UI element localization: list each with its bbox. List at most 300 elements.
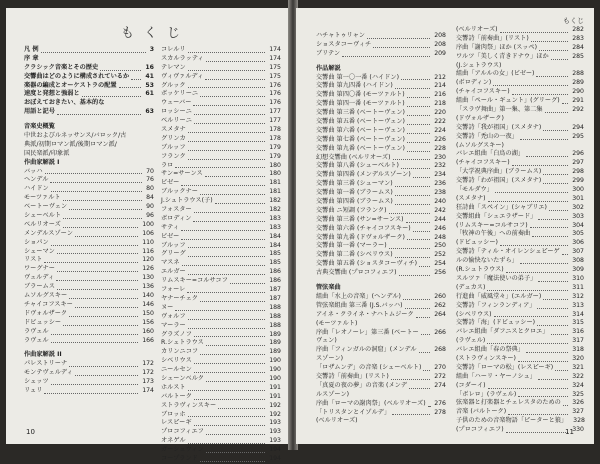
left-page (6, 8, 290, 462)
toc-entry (316, 391, 446, 400)
toc-entry-title: リュリ (24, 386, 43, 394)
toc-entry-page: 183 (269, 214, 281, 222)
toc-entry-title: 管弦楽曲 (316, 284, 341, 292)
toc-entry (24, 337, 154, 346)
leader-dots (205, 170, 265, 177)
toc-entry-page: 53 (145, 81, 154, 89)
leader-dots (395, 251, 431, 258)
leader-dots (488, 195, 569, 202)
toc-entry-title: 交響曲 第三番 (シューマン) (316, 180, 393, 188)
leader-dots (44, 256, 138, 263)
toc-entry (316, 311, 446, 320)
toc-entry (456, 337, 584, 346)
toc-entry (24, 194, 154, 203)
toc-entry-title: 交響曲 第五番 (ショスタコーヴィチ) (316, 260, 418, 268)
toc-entry (456, 159, 584, 168)
toc-entry (456, 248, 584, 257)
leader-dots (193, 99, 265, 106)
toc-entry (24, 150, 154, 159)
toc-entry (316, 207, 446, 216)
toc-entry-page: 160 (142, 327, 154, 335)
toc-entry-page: 176 (269, 99, 281, 107)
leader-dots (543, 177, 568, 184)
toc-entry-title: 用語と記号 (24, 108, 55, 116)
toc-entry-title: スゾーン) (316, 355, 344, 363)
toc-entry-title: ショパン (24, 238, 49, 246)
leader-dots (545, 106, 569, 113)
toc-entry-page: 156 (142, 318, 154, 326)
toc-entry-title: 交響曲 第四番 (ブラームス) (316, 198, 393, 206)
toc-entry-title: 序曲「フィンガルの洞窟」(メンデル (316, 346, 417, 354)
toc-entry-title: オネゲル (161, 437, 186, 445)
toc-entry-page: 292 (572, 106, 584, 114)
leader-dots (543, 124, 568, 131)
toc-entry-title: 交響曲 ニ短調 (フランク) (316, 206, 387, 214)
toc-entry-title: 中世およびルネッサンス/バロック/古 (24, 132, 127, 140)
toc-entry (456, 70, 584, 79)
leader-dots (407, 91, 431, 98)
toc-entry-page: 309 (572, 266, 584, 274)
toc-entry-title: 交響曲 第一〇一番 (ハイドン) (316, 73, 400, 81)
toc-entry-page: 256 (434, 269, 446, 277)
toc-entry-page: 308 (572, 257, 584, 265)
toc-entry-page: 63 (145, 108, 154, 116)
leader-dots (119, 82, 142, 89)
toc-entry (161, 366, 281, 375)
leader-dots (342, 50, 430, 57)
toc-column-4 (456, 26, 584, 435)
toc-entry (24, 387, 154, 396)
toc-entry-title: 「真夏の夜の夢」の音楽 (メンデ (316, 381, 408, 389)
toc-entry-title: 狂詩曲「スペイン」(シャブリエ) (456, 203, 547, 211)
toc-entry-page: 278 (434, 408, 446, 416)
toc-entry (161, 162, 281, 171)
leader-dots (188, 313, 266, 320)
leader-dots (188, 268, 265, 275)
toc-entry-page: 252 (434, 251, 446, 259)
toc-entry (24, 378, 154, 387)
toc-entry (24, 239, 154, 248)
toc-entry-title: ウェーバー (161, 99, 192, 107)
toc-entry-title: 序曲「謝肉祭」ほか (スッペ) (456, 43, 537, 51)
toc-entry (24, 221, 154, 230)
toc-entry-page: 244 (434, 215, 446, 223)
toc-entry-title: ニールセン (161, 366, 192, 374)
toc-entry-page: 305 (572, 230, 584, 238)
toc-entry (456, 35, 584, 44)
toc-entry-page: 283 (572, 34, 584, 42)
toc-entry-page: 193 (269, 428, 281, 436)
toc-entry-title: テレマン (161, 63, 186, 71)
toc-entry-page: 186 (269, 268, 281, 276)
toc-entry (24, 90, 154, 99)
toc-entry (161, 117, 281, 126)
toc-entry-title: 交響曲 第一番 (ブラームス) (316, 189, 393, 197)
leader-dots (520, 257, 568, 264)
toc-entry-title: グリンカ (161, 134, 186, 142)
toc-entry (316, 251, 446, 260)
toc-entry-title: 交響曲 第六番 (ベートーヴェン) (316, 126, 405, 134)
toc-entry-page: 298 (572, 168, 584, 176)
leader-dots (75, 230, 138, 237)
toc-entry-title: 「大学祝典序曲」(ブラームス) (456, 168, 542, 176)
toc-section-heading (24, 351, 154, 360)
toc-entry-title: アイネ・クライネ・ナハトムジーク (316, 310, 414, 318)
leader-dots (63, 221, 138, 228)
toc-entry-page: 216 (434, 91, 446, 99)
leader-dots (399, 269, 431, 276)
toc-entry-page: 194 (269, 446, 281, 454)
toc-entry (161, 82, 281, 91)
toc-entry-title: バッハ (24, 167, 43, 175)
leader-dots (413, 225, 430, 232)
toc-entry-title: ドビュッシー (24, 318, 62, 326)
running-header: もくじ (563, 17, 584, 25)
leader-dots (51, 378, 139, 385)
leader-dots (538, 275, 568, 282)
leader-dots (512, 159, 569, 166)
leader-dots (194, 117, 265, 124)
toc-entry-title: フォスター (161, 206, 192, 214)
leader-dots (200, 455, 265, 462)
toc-entry-page: 242 (434, 206, 446, 214)
leader-dots (536, 70, 568, 77)
toc-entry-page: 187 (269, 294, 281, 302)
toc-entry-title: 幻想交響曲 (ベルリオーズ) (316, 153, 391, 161)
toc-entry-page: 272 (434, 372, 446, 380)
toc-entry-page: 190 (269, 357, 281, 365)
leader-dots (188, 82, 266, 89)
toc-entry-page: 179 (269, 143, 281, 151)
toc-entry (161, 455, 281, 464)
leader-dots (518, 391, 568, 398)
toc-entry-title: 弦楽器と打楽器とチェレスタのための (456, 399, 561, 407)
toc-entry-title: (プロコフィエフ) (456, 426, 504, 434)
toc-entry-title: 「トリスタンとイゾルデ」 (316, 408, 391, 416)
leader-dots (188, 135, 265, 142)
toc-entry (456, 79, 584, 88)
leader-dots (175, 162, 265, 169)
toc-entry-title: 行進曲「威風堂々」(エルガー) (456, 292, 542, 300)
leader-dots (526, 150, 568, 157)
leader-dots (200, 188, 265, 195)
toc-entry-title: クラシック音楽とその歴史 (24, 63, 99, 71)
toc-entry (161, 331, 281, 340)
leader-dots (407, 109, 430, 116)
toc-entry-title: コープランド (161, 454, 198, 462)
toc-entry (456, 355, 584, 364)
toc-entry (316, 302, 446, 311)
toc-entry-title: バレエ組曲「ダフニスとクロエ」 (456, 328, 549, 336)
toc-entry-page: 180 (269, 161, 281, 169)
toc-entry-page: 80 (146, 185, 154, 193)
leader-dots (230, 277, 265, 284)
toc-entry-page: 270 (434, 364, 446, 372)
toc-entry-page: 226 (434, 135, 446, 143)
toc-section-heading (24, 123, 154, 132)
toc-entry (24, 360, 154, 369)
leader-dots (57, 283, 138, 290)
toc-entry-title: 序曲「レオノーレ」第三番 (ベートー (316, 328, 419, 336)
leader-dots (200, 90, 265, 97)
toc-entry-page: 294 (572, 123, 584, 131)
toc-entry-page: 136 (142, 283, 154, 291)
leader-dots (520, 133, 568, 140)
toc-entry (161, 170, 281, 179)
leader-dots (407, 145, 430, 152)
toc-entry-title: 交響曲 第三番 (サン=サーンス) (316, 215, 404, 223)
toc-entry-page: 234 (434, 171, 446, 179)
leader-dots (69, 310, 138, 317)
toc-entry (316, 355, 446, 364)
toc-entry (456, 257, 584, 266)
leader-dots (188, 64, 266, 71)
toc-entry-page: 184 (269, 232, 281, 240)
leader-dots (200, 295, 265, 302)
toc-entry (161, 215, 281, 224)
leader-dots (403, 293, 430, 300)
toc-entry-title: スメタナ (161, 126, 186, 134)
toc-entry-title: 交響曲 第五番 (ベートーヴェン) (316, 118, 405, 126)
toc-entry-title: 楽器の編成とオーケストラの配置 (24, 81, 117, 89)
toc-entry-title: 「モルダウ」 (456, 186, 493, 194)
toc-entry (24, 203, 154, 212)
toc-entry (24, 230, 154, 239)
toc-entry-title: ガーシュウィン (161, 446, 204, 454)
toc-entry-title: ボッケリーニ (161, 90, 199, 98)
leader-dots (488, 382, 569, 389)
leader-dots (63, 194, 143, 201)
leader-dots (531, 35, 568, 42)
toc-entry (316, 337, 446, 346)
toc-entry-page: 191 (269, 383, 281, 391)
toc-entry-page: 326 (572, 399, 584, 407)
toc-entry-title: ムソルグスキー (24, 292, 68, 300)
leader-dots (537, 302, 568, 309)
leader-dots (421, 329, 430, 336)
toc-entry-title: グラズノフ (161, 330, 192, 338)
toc-entry-page: 290 (572, 88, 584, 96)
leader-dots (44, 387, 138, 394)
toc-entry-title: 交響詩「海」(ドビュッシー) (456, 319, 536, 327)
toc-entry-page: 297 (572, 159, 584, 167)
toc-entry-title: ヴェン) (316, 337, 337, 345)
toc-entry-title: ベルリオーズ (24, 220, 61, 228)
toc-entry-page: 328 (573, 417, 585, 425)
toc-entry (316, 109, 446, 118)
leader-dots (194, 331, 265, 338)
toc-entry-title: ヴェルディ (24, 274, 55, 282)
leader-dots (194, 393, 265, 400)
toc-entry-page: 246 (434, 224, 446, 232)
toc-entry (316, 50, 446, 59)
leader-dots (391, 373, 430, 380)
toc-entry-page: 189 (269, 339, 281, 347)
toc-entry-title: シベリウス (161, 357, 192, 365)
toc-entry-page: 166 (142, 336, 154, 344)
toc-entry-page: 299 (572, 177, 584, 185)
toc-entry-page: 303 (572, 212, 584, 220)
toc-entry (24, 274, 154, 283)
toc-entry-page: 175 (269, 72, 281, 80)
leader-dots (188, 46, 266, 53)
toc-entry-page: 188 (269, 312, 281, 320)
toc-entry (161, 153, 281, 162)
toc-entry (24, 301, 154, 310)
toc-entry (161, 375, 281, 384)
leader-dots (188, 144, 266, 151)
toc-entry (161, 144, 281, 153)
toc-entry-title: スルツァ「魔法使いの弟子」 (456, 274, 537, 282)
toc-column-2 (161, 46, 281, 464)
toc-entry-title: ワーグナー (24, 265, 55, 273)
leader-dots (206, 446, 265, 453)
toc-entry-page: 100 (142, 220, 154, 228)
toc-entry-page: 236 (434, 180, 446, 188)
toc-entry-page: 218 (434, 100, 446, 108)
toc-entry (161, 99, 281, 108)
leader-dots (373, 41, 430, 48)
toc-entry-title: ブラームス (24, 283, 55, 291)
toc-entry (24, 328, 154, 337)
toc-entry-title: マスネ (161, 259, 180, 267)
toc-entry-title: 交響詩「我が祖国」(スメタナ) (456, 123, 542, 131)
toc-entry-title: (ラヴェル) (456, 337, 486, 345)
toc-entry-page: 301 (572, 194, 584, 202)
leader-dots (181, 224, 265, 231)
leader-dots (563, 399, 568, 406)
toc-entry-page: 110 (142, 238, 154, 246)
leader-dots (45, 168, 143, 175)
leader-dots (200, 348, 265, 355)
toc-entry-title: 交響詩「ティル・オイレンシュピーゲ (456, 248, 560, 256)
toc-entry-title: 交響曲 第四一番 (モーツァルト) (316, 100, 405, 108)
toc-column-3 (316, 32, 446, 426)
toc-entry-page: 268 (434, 346, 446, 354)
toc-entry (161, 277, 281, 286)
leader-dots (562, 97, 568, 104)
toc-entry-page: 76 (146, 176, 154, 184)
leader-dots (551, 328, 569, 335)
leader-dots (500, 239, 568, 246)
leader-dots (215, 197, 266, 204)
toc-entry-page: 266 (434, 328, 446, 336)
toc-entry-title: (コダーイ) (456, 381, 486, 389)
toc-entry-page: 106 (142, 229, 154, 237)
toc-entry-page: 306 (572, 239, 584, 247)
leader-dots (205, 73, 265, 80)
leader-dots (82, 90, 142, 97)
toc-entry-page: 140 (142, 292, 154, 300)
toc-entry (161, 295, 281, 304)
toc-entry-title: シューマン (24, 247, 55, 255)
toc-entry-title: (ボロディン) (456, 79, 492, 87)
toc-entry (456, 275, 584, 284)
toc-entry (456, 168, 584, 177)
toc-entry-title: ブルッフ (161, 241, 186, 249)
leader-dots (416, 311, 431, 318)
toc-entry (316, 269, 446, 278)
leader-dots (181, 179, 265, 186)
leader-dots (493, 79, 568, 86)
toc-entry (316, 100, 446, 109)
leader-dots (395, 189, 430, 196)
toc-entry (24, 132, 154, 141)
leader-dots (407, 234, 430, 241)
toc-entry (24, 46, 154, 55)
toc-entry-title: ワルツ「美しく青きドナウ」ほか (456, 52, 549, 60)
toc-entry (456, 382, 584, 391)
toc-entry-title: R.シュトラウス (161, 339, 204, 347)
toc-entry (316, 91, 446, 100)
toc-entry-title: 作曲家解説 II (24, 351, 62, 359)
toc-entry-title: ボロディン (161, 214, 192, 222)
toc-entry (24, 248, 154, 257)
toc-entry-page: 120 (142, 256, 154, 264)
toc-entry-page: 209 (434, 49, 446, 57)
toc-entry-page: 176 (269, 90, 281, 98)
leader-dots (538, 373, 568, 380)
leader-dots (57, 265, 138, 272)
toc-entry-page: 16 (145, 63, 154, 71)
toc-entry (456, 399, 584, 408)
toc-entry-title: (ベルリオーズ) (456, 26, 498, 33)
leader-dots (188, 126, 265, 133)
leader-dots (518, 355, 568, 362)
toc-entry-title: (モーツァルト) (316, 319, 358, 327)
leader-dots (419, 346, 431, 353)
toc-entry (456, 213, 584, 222)
toc-entry-title: スカルラッティ (161, 54, 204, 62)
toc-entry (456, 44, 584, 53)
toc-entry-title: メンデルスゾーン (24, 229, 73, 237)
toc-entry (161, 179, 281, 188)
toc-entry-page: 177 (269, 117, 281, 125)
toc-entry-page: 177 (269, 108, 281, 116)
leader-dots (405, 302, 431, 309)
toc-entry (456, 26, 584, 35)
toc-entry (161, 126, 281, 135)
toc-entry (24, 212, 154, 221)
toc-entry-title: 交響曲 第四〇番 (モーツァルト) (316, 91, 405, 99)
toc-entry-page: 282 (572, 26, 584, 33)
toc-entry (456, 204, 584, 213)
toc-entry-title: 交響曲 第六番 (チャイコフスキー) (316, 224, 411, 232)
toc-entry (316, 346, 446, 355)
toc-entry-title: (デュカス) (456, 283, 486, 291)
toc-entry (161, 108, 281, 117)
toc-entry-page: 276 (434, 399, 446, 407)
toc-entry (161, 233, 281, 242)
toc-entry (161, 446, 281, 455)
leader-dots (57, 108, 141, 115)
toc-entry (161, 259, 281, 268)
toc-entry (24, 185, 154, 194)
leader-dots (530, 222, 569, 229)
toc-entry (456, 284, 584, 293)
leader-dots (69, 292, 138, 299)
toc-entry-title: 交響曲 第七番 (ベートーヴェン) (316, 135, 405, 143)
toc-entry-page: 321 (572, 363, 584, 371)
toc-entry-title: ラヴェル (24, 327, 49, 335)
toc-entry-page: 185 (269, 259, 281, 267)
toc-entry-title: ブロッホ (161, 410, 186, 418)
toc-entry-page: 230 (434, 153, 446, 161)
toc-entry-title: (ドヴォルザーク) (456, 114, 504, 122)
toc-entry-title: ベルリーニ (161, 117, 192, 125)
toc-entry (456, 328, 584, 337)
toc-entry-page: 174 (269, 54, 281, 62)
